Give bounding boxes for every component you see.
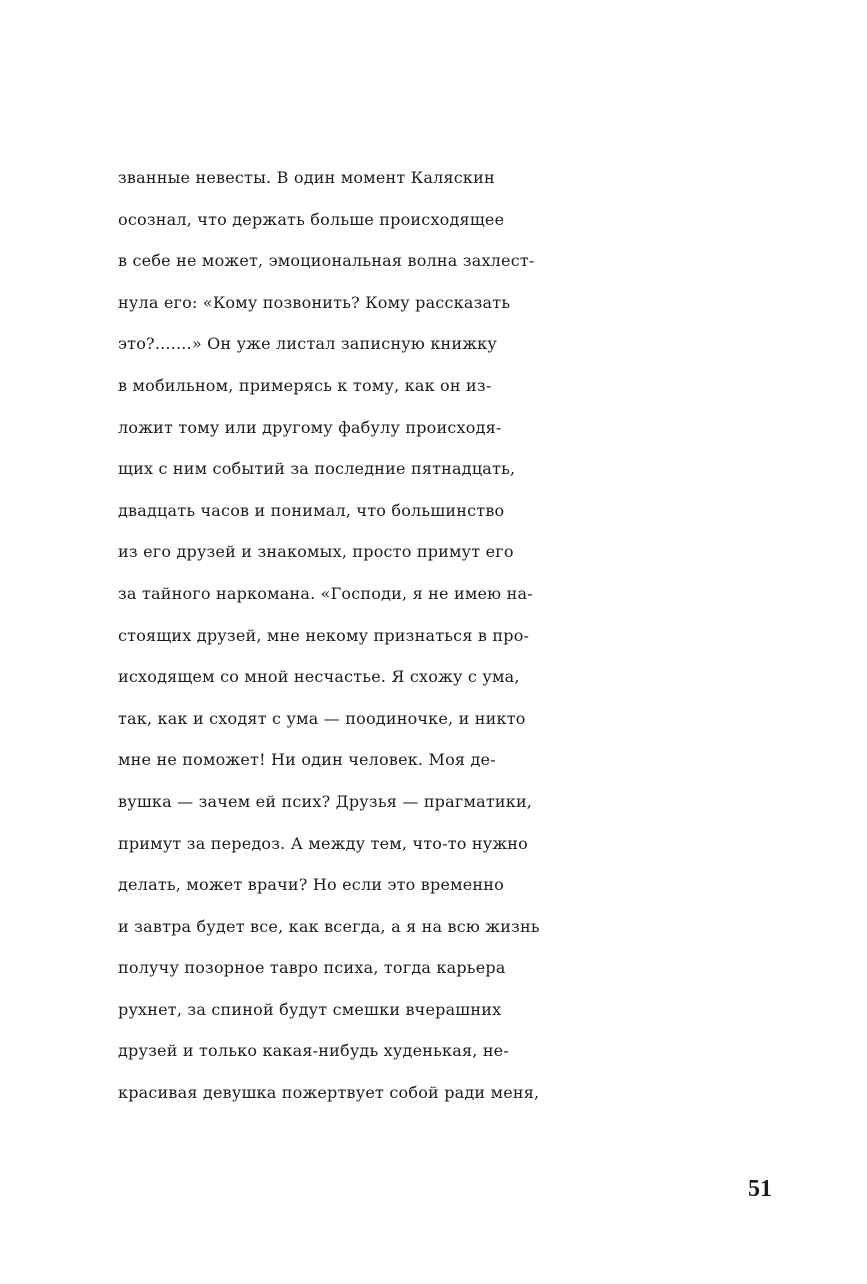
text-line: примут за передоз. А между тем, что-то нужно: [118, 833, 529, 853]
text-line: в мобильном, примерясь к тому, как он из-: [118, 375, 492, 395]
text-line: осознал, что держать больше происходящее: [118, 209, 505, 229]
body-text: [118, 157, 778, 1114]
page-number: 51: [748, 1176, 772, 1202]
text-line: двадцать часов и понимал, что большинство: [118, 500, 505, 520]
text-line: друзей и только какая-нибудь худенькая, не-: [118, 1041, 509, 1061]
text-line: ложит тому или другому фабулу происходя-: [118, 417, 502, 437]
text-line: нула его: «Кому позвонить? Кому рассказать: [118, 292, 511, 312]
text-line: мне не поможет! Ни один человек. Моя де-: [118, 750, 496, 770]
text-line: стоящих друзей, мне некому признаться в про-: [118, 625, 530, 645]
text-line: рухнет, за спиной будут смешки вчерашних: [118, 999, 502, 1019]
text-line: исходящем со мной несчастье. Я схожу с ума,: [118, 667, 520, 687]
text-line: в себе не может, эмоциональная волна захлест-: [118, 251, 535, 271]
text-line: получу позорное тавро психа, тогда карьера: [118, 958, 506, 978]
text-line: званные невесты. В один момент Каляскин: [118, 168, 495, 187]
text-line: это?.......» Он уже листал записную книжку: [118, 334, 497, 354]
text-line: и завтра будет все, как всегда, а я на всю жизнь: [118, 916, 540, 936]
text-line: красивая девушка пожертвует собой ради меня,: [118, 1083, 540, 1103]
text-line: вушка — зачем ей псих? Друзья — прагматики,: [118, 791, 533, 811]
text-line: делать, может врачи? Но если это временно: [118, 875, 504, 895]
text-line: щих с ним событий за последние пятнадцать,: [118, 459, 516, 479]
text-line: за тайного наркомана. «Господи, я не имею на-: [118, 583, 533, 603]
text-line: так, как и сходят с ума — поодиночке, и никто: [118, 708, 526, 728]
text-line: из его друзей и знакомых, просто примут его: [118, 542, 514, 562]
